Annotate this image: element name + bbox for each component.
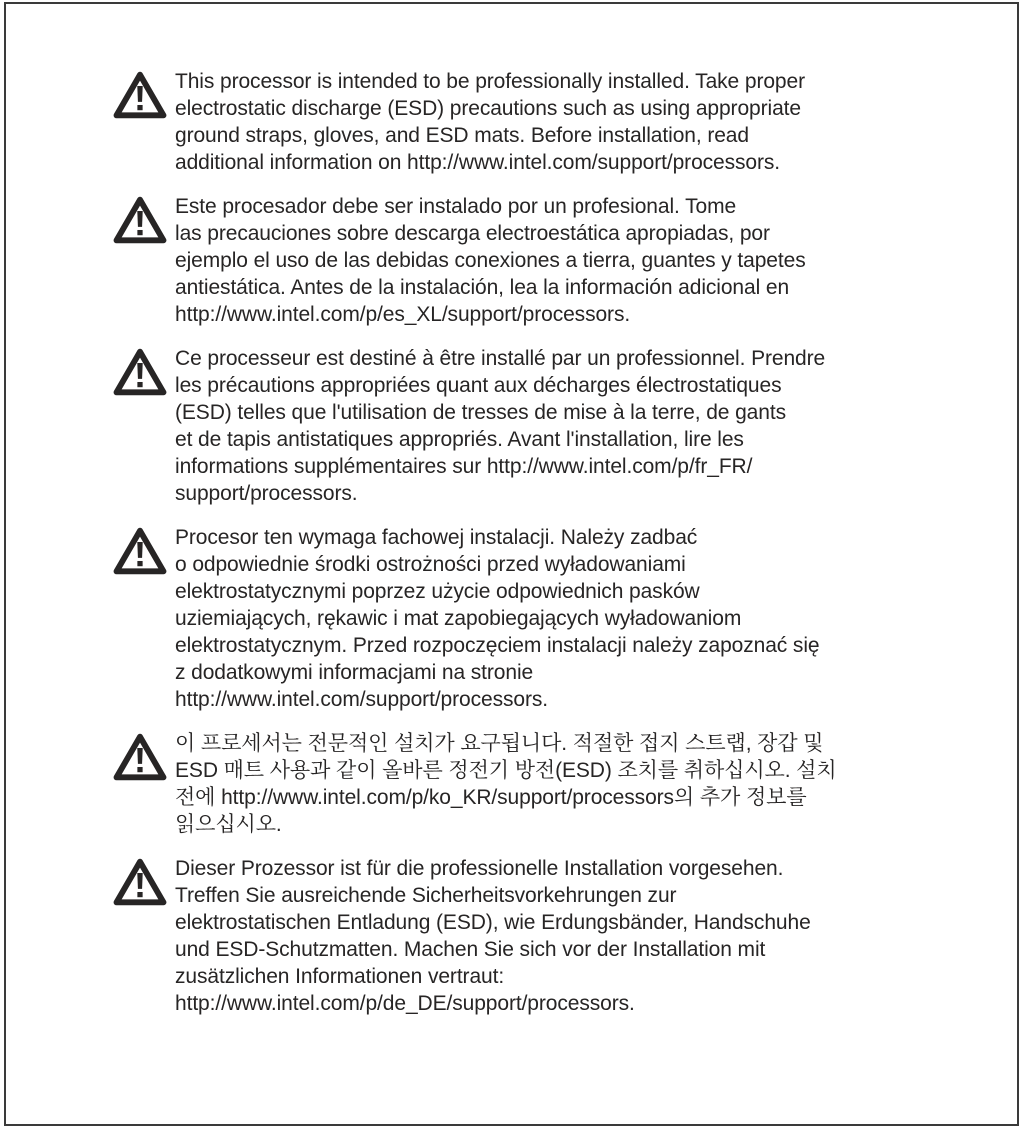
notice-spanish (112, 193, 952, 328)
notice-text-spanish (175, 193, 806, 328)
notice-line: Ce processeur est destiné à être installé par un professionnel. Prendre (175, 347, 826, 370)
notice-french (112, 345, 952, 507)
warning-triangle-icon (112, 526, 168, 577)
document-page (112, 68, 952, 1034)
notice-text-french (175, 345, 825, 507)
notice-line: additional information on http://www.intel.com/support/processors. (175, 151, 781, 174)
notice-text-english (175, 68, 805, 176)
notice-line: antiestática. Antes de la instalación, lea la información adicional en (175, 276, 790, 299)
warning-triangle-icon (112, 195, 168, 246)
notice-line: Treffen Sie ausreichende Sicherheitsvorkehrungen zur (175, 884, 677, 907)
notice-line: les précautions appropriées quant aux décharges électrostatiques (175, 374, 782, 397)
notice-line: und ESD-Schutzmatten. Machen Sie sich vor der Installation mit (175, 938, 766, 961)
notice-line: elektrostatycznymi poprzez użycie odpowiednich pasków (175, 580, 700, 603)
notice-text-polish (175, 524, 819, 713)
notice-line: 읽으십시오. (175, 813, 282, 836)
notice-line: Procesor ten wymaga fachowej instalacji. Należy zadbać (175, 526, 698, 549)
notice-line: elektrostatischen Entladung (ESD), wie Erdungsbänder, Handschuhe (175, 911, 811, 934)
notice-line: et de tapis antistatiques appropriés. Avant l'installation, lire les (175, 428, 744, 451)
notice-line: electrostatic discharge (ESD) precautions such as using appropriate (175, 97, 801, 120)
notice-korean (112, 730, 952, 838)
notice-line: ejemplo el uso de las debidas conexiones a tierra, guantes y tapetes (175, 249, 806, 272)
notice-line: zusätzlichen Informationen vertraut: (175, 965, 505, 988)
notice-line: support/processors. (175, 482, 358, 505)
warning-triangle-icon (112, 732, 168, 783)
notice-line: 이 프로세서는 전문적인 설치가 요구됩니다. 적절한 접지 스트랩, 장갑 및 (175, 732, 824, 755)
notice-polish (112, 524, 952, 713)
warning-triangle-icon (112, 857, 168, 908)
notice-line: http://www.intel.com/p/de_DE/support/processors. (175, 992, 635, 1015)
notice-line: ground straps, gloves, and ESD mats. Before installation, read (175, 124, 749, 147)
notice-line: z dodatkowymi informacjami na stronie (175, 661, 534, 684)
notice-line: o odpowiednie środki ostrożności przed wyładowaniami (175, 553, 686, 576)
notice-line: 전에 http://www.intel.com/p/ko_KR/support/processors의 추가 정보를 (175, 786, 807, 809)
notice-line: las precauciones sobre descarga electroestática apropiadas, por (175, 222, 770, 245)
notice-line: This processor is intended to be professionally installed. Take proper (175, 70, 805, 93)
notice-line: elektrostatycznym. Przed rozpoczęciem instalacji należy zapoznać się (175, 634, 820, 657)
warning-triangle-icon (112, 347, 168, 398)
notice-text-german (175, 855, 811, 1017)
notice-english (112, 68, 952, 176)
notice-line: ESD 매트 사용과 같이 올바른 정전기 방전(ESD) 조치를 취하십시오. 설치 (175, 759, 837, 782)
notice-line: informations supplémentaires sur http://www.intel.com/p/fr_FR/ (175, 455, 753, 478)
notice-line: http://www.intel.com/p/es_XL/support/processors. (175, 303, 631, 326)
notice-german (112, 855, 952, 1017)
notice-text-korean (175, 730, 837, 838)
notice-line: http://www.intel.com/support/processors. (175, 688, 548, 711)
notice-line: (ESD) telles que l'utilisation de tresses de mise à la terre, de gants (175, 401, 786, 424)
notice-line: Dieser Prozessor ist für die professionelle Installation vorgesehen. (175, 857, 784, 880)
notice-line: Este procesador debe ser instalado por un profesional. Tome (175, 195, 737, 218)
warning-triangle-icon (112, 70, 168, 121)
notice-line: uziemiających, rękawic i mat zapobiegających wyładowaniom (175, 607, 742, 630)
